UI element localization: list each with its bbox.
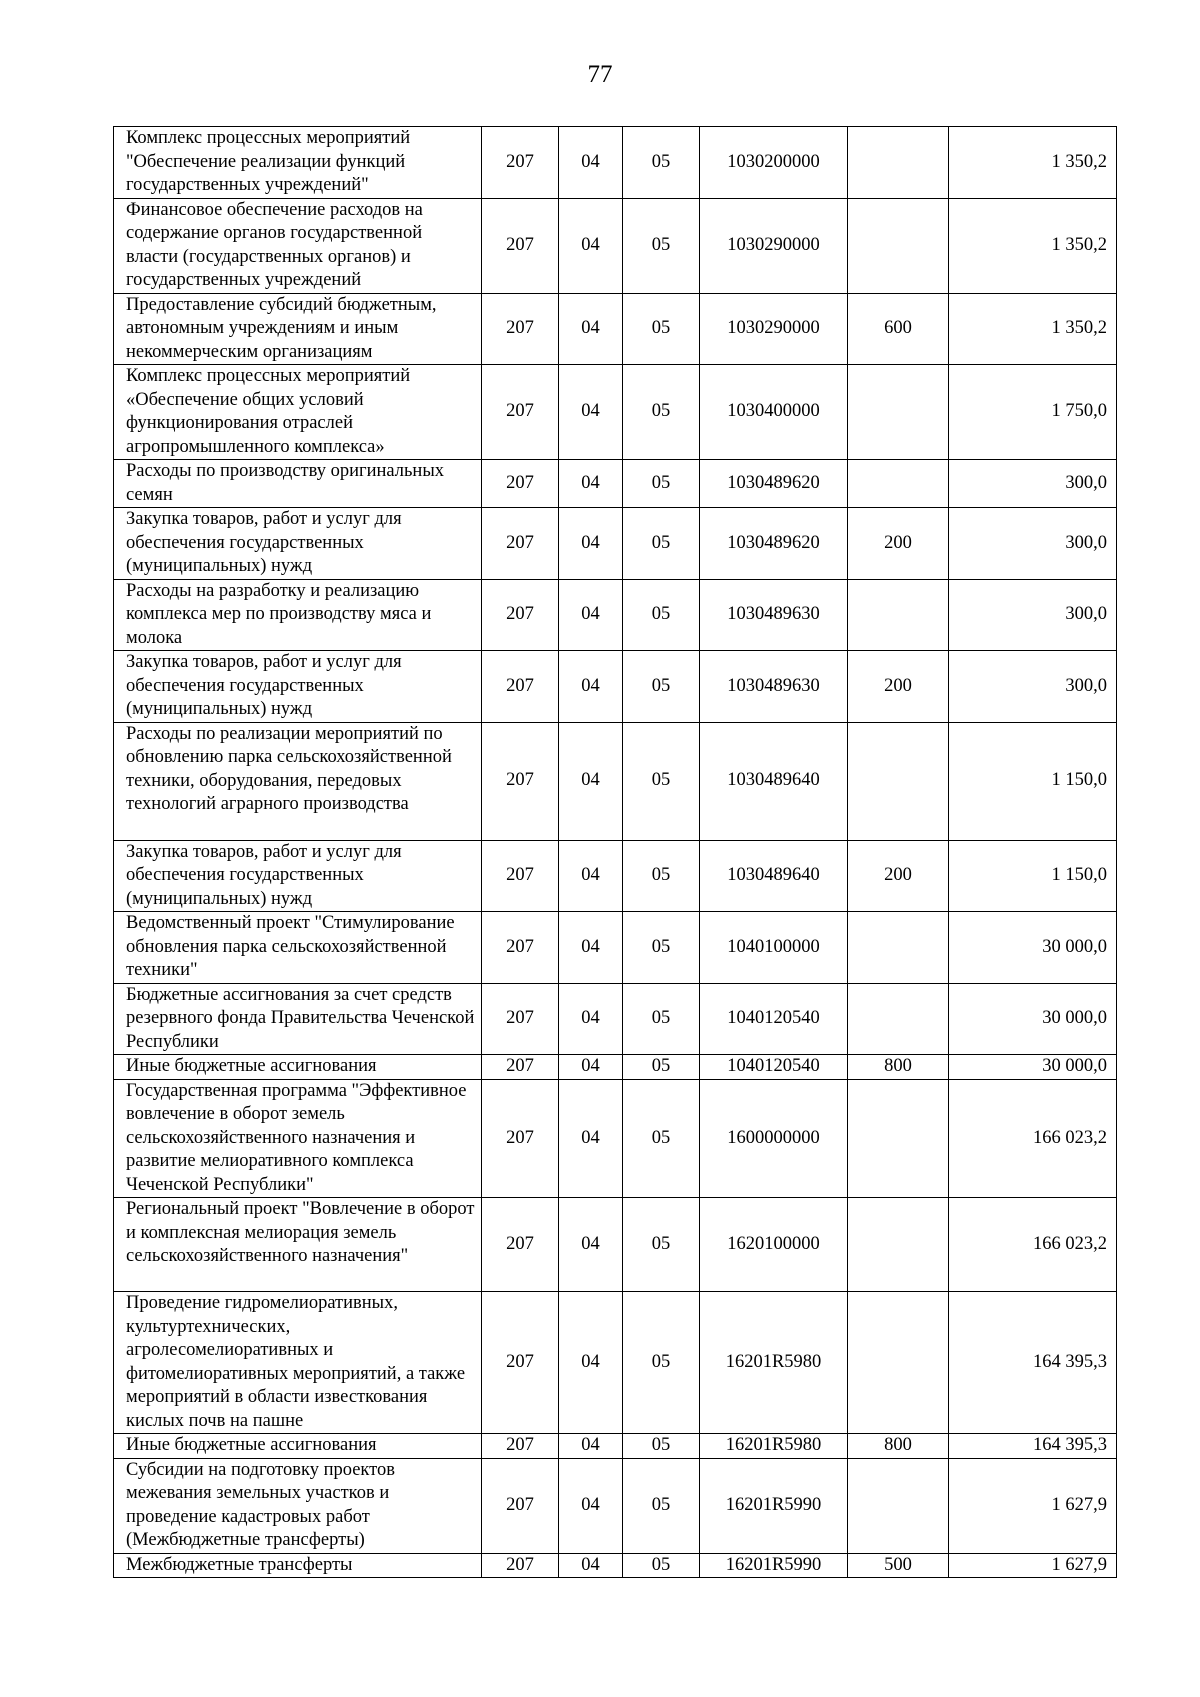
- table-row: [114, 1055, 1117, 1080]
- target-article: 1030290000: [700, 198, 848, 293]
- section-code: 04: [559, 983, 623, 1055]
- row-name: Предоставление субсидий бюджетным, автономным учреждениям и иным некоммерческим организациям: [114, 293, 482, 365]
- table-row: [114, 1434, 1117, 1459]
- table-row: [114, 1292, 1117, 1434]
- amount: 300,0: [949, 508, 1117, 580]
- table-row: [114, 1079, 1117, 1198]
- expense-type: [848, 198, 949, 293]
- row-name: Иные бюджетные ассигнования: [114, 1434, 482, 1459]
- subsection-code: 05: [623, 1079, 700, 1198]
- ministry-code: 207: [482, 1458, 559, 1553]
- table-row: [114, 1198, 1117, 1292]
- expense-type: [848, 983, 949, 1055]
- table-row: [114, 983, 1117, 1055]
- section-code: 04: [559, 293, 623, 365]
- row-name: Государственная программа "Эффективное вовлечение в оборот земель сельскохозяйственного назначения и развитие мелиоративного комплекса Чеченской Республики": [114, 1079, 482, 1198]
- subsection-code: 05: [623, 293, 700, 365]
- subsection-code: 05: [623, 651, 700, 723]
- table-row: [114, 508, 1117, 580]
- target-article: 1030489630: [700, 579, 848, 651]
- section-code: 04: [559, 1198, 623, 1292]
- amount: 300,0: [949, 651, 1117, 723]
- target-article: 1030290000: [700, 293, 848, 365]
- expense-type: [848, 460, 949, 508]
- ministry-code: 207: [482, 460, 559, 508]
- section-code: 04: [559, 1292, 623, 1434]
- subsection-code: 05: [623, 365, 700, 460]
- ministry-code: 207: [482, 912, 559, 984]
- table-row: [114, 1458, 1117, 1553]
- section-code: 04: [559, 1553, 623, 1578]
- ministry-code: 207: [482, 127, 559, 199]
- amount: 166 023,2: [949, 1198, 1117, 1292]
- expense-type: 200: [848, 508, 949, 580]
- ministry-code: 207: [482, 1553, 559, 1578]
- section-code: 04: [559, 198, 623, 293]
- target-article: 1030489640: [700, 840, 848, 912]
- section-code: 04: [559, 1079, 623, 1198]
- table-row: [114, 127, 1117, 199]
- subsection-code: 05: [623, 1553, 700, 1578]
- amount: 1 350,2: [949, 293, 1117, 365]
- amount: 1 350,2: [949, 127, 1117, 199]
- subsection-code: 05: [623, 983, 700, 1055]
- expense-type: 800: [848, 1055, 949, 1080]
- expense-type: [848, 1458, 949, 1553]
- row-name: Комплекс процессных мероприятий "Обеспечение реализации функций государственных учреждений": [114, 127, 482, 199]
- ministry-code: 207: [482, 1434, 559, 1459]
- budget-table: [113, 126, 1117, 1578]
- expense-type: [848, 1292, 949, 1434]
- amount: 1 750,0: [949, 365, 1117, 460]
- ministry-code: 207: [482, 983, 559, 1055]
- amount: 1 627,9: [949, 1553, 1117, 1578]
- expense-type: 800: [848, 1434, 949, 1459]
- ministry-code: 207: [482, 293, 559, 365]
- subsection-code: 05: [623, 722, 700, 840]
- ministry-code: 207: [482, 579, 559, 651]
- subsection-code: 05: [623, 1055, 700, 1080]
- expense-type: 200: [848, 651, 949, 723]
- section-code: 04: [559, 1458, 623, 1553]
- target-article: 1030489640: [700, 722, 848, 840]
- ministry-code: 207: [482, 1292, 559, 1434]
- page-number: 77: [587, 61, 613, 88]
- ministry-code: 207: [482, 508, 559, 580]
- ministry-code: 207: [482, 198, 559, 293]
- section-code: 04: [559, 651, 623, 723]
- row-name: Комплекс процессных мероприятий «Обеспечение общих условий функционирования отраслей агропромышленного комплекса»: [114, 365, 482, 460]
- ministry-code: 207: [482, 1055, 559, 1080]
- section-code: 04: [559, 1055, 623, 1080]
- target-article: 1040120540: [700, 983, 848, 1055]
- section-code: 04: [559, 1434, 623, 1459]
- ministry-code: 207: [482, 722, 559, 840]
- subsection-code: 05: [623, 912, 700, 984]
- amount: 30 000,0: [949, 1055, 1117, 1080]
- target-article: 16201R5990: [700, 1553, 848, 1578]
- expense-type: [848, 579, 949, 651]
- ministry-code: 207: [482, 651, 559, 723]
- row-name: Закупка товаров, работ и услуг для обеспечения государственных (муниципальных) нужд: [114, 651, 482, 723]
- subsection-code: 05: [623, 1292, 700, 1434]
- target-article: 1030200000: [700, 127, 848, 199]
- row-name: Межбюджетные трансферты: [114, 1553, 482, 1578]
- amount: 1 350,2: [949, 198, 1117, 293]
- row-name: Расходы по производству оригинальных семян: [114, 460, 482, 508]
- subsection-code: 05: [623, 840, 700, 912]
- target-article: 1030489620: [700, 508, 848, 580]
- expense-type: 600: [848, 293, 949, 365]
- amount: 166 023,2: [949, 1079, 1117, 1198]
- table-row: [114, 651, 1117, 723]
- amount: 1 627,9: [949, 1458, 1117, 1553]
- table-row: [114, 460, 1117, 508]
- target-article: 1040100000: [700, 912, 848, 984]
- expense-type: 500: [848, 1553, 949, 1578]
- expense-type: 200: [848, 840, 949, 912]
- table-row: [114, 912, 1117, 984]
- subsection-code: 05: [623, 1458, 700, 1553]
- table-row: [114, 1553, 1117, 1578]
- row-name: Ведомственный проект "Стимулирование обновления парка сельскохозяйственной техники": [114, 912, 482, 984]
- section-code: 04: [559, 508, 623, 580]
- ministry-code: 207: [482, 365, 559, 460]
- table-row: [114, 722, 1117, 840]
- section-code: 04: [559, 127, 623, 199]
- amount: 30 000,0: [949, 983, 1117, 1055]
- target-article: 1030400000: [700, 365, 848, 460]
- expense-type: [848, 912, 949, 984]
- table-row: [114, 198, 1117, 293]
- section-code: 04: [559, 579, 623, 651]
- amount: 300,0: [949, 460, 1117, 508]
- ministry-code: 207: [482, 1079, 559, 1198]
- row-name: Закупка товаров, работ и услуг для обеспечения государственных (муниципальных) нужд: [114, 840, 482, 912]
- amount: 1 150,0: [949, 722, 1117, 840]
- expense-type: [848, 1079, 949, 1198]
- expense-type: [848, 365, 949, 460]
- row-name: Расходы на разработку и реализацию комплекса мер по производству мяса и молока: [114, 579, 482, 651]
- section-code: 04: [559, 722, 623, 840]
- target-article: 1030489630: [700, 651, 848, 723]
- subsection-code: 05: [623, 1434, 700, 1459]
- expense-type: [848, 1198, 949, 1292]
- row-name: Закупка товаров, работ и услуг для обеспечения государственных (муниципальных) нужд: [114, 508, 482, 580]
- target-article: 16201R5980: [700, 1292, 848, 1434]
- row-name: Бюджетные ассигнования за счет средств резервного фонда Правительства Чеченской Республики: [114, 983, 482, 1055]
- target-article: 16201R5980: [700, 1434, 848, 1459]
- row-name: Расходы по реализации мероприятий по обновлению парка сельскохозяйственной техники, оборудования, передовых технологий аграрного производства: [114, 722, 482, 840]
- section-code: 04: [559, 460, 623, 508]
- target-article: 1600000000: [700, 1079, 848, 1198]
- amount: 164 395,3: [949, 1434, 1117, 1459]
- target-article: 1030489620: [700, 460, 848, 508]
- target-article: 1040120540: [700, 1055, 848, 1080]
- row-name: Иные бюджетные ассигнования: [114, 1055, 482, 1080]
- section-code: 04: [559, 365, 623, 460]
- target-article: 16201R5990: [700, 1458, 848, 1553]
- subsection-code: 05: [623, 127, 700, 199]
- table-row: [114, 579, 1117, 651]
- table-row: [114, 365, 1117, 460]
- subsection-code: 05: [623, 1198, 700, 1292]
- subsection-code: 05: [623, 508, 700, 580]
- row-name: Субсидии на подготовку проектов межевания земельных участков и проведение кадастровых работ (Межбюджетные трансферты): [114, 1458, 482, 1553]
- subsection-code: 05: [623, 198, 700, 293]
- table-row: [114, 840, 1117, 912]
- table-row: [114, 293, 1117, 365]
- amount: 30 000,0: [949, 912, 1117, 984]
- section-code: 04: [559, 912, 623, 984]
- subsection-code: 05: [623, 579, 700, 651]
- ministry-code: 207: [482, 1198, 559, 1292]
- section-code: 04: [559, 840, 623, 912]
- subsection-code: 05: [623, 460, 700, 508]
- target-article: 1620100000: [700, 1198, 848, 1292]
- row-name: Проведение гидромелиоративных, культуртехнических, агролесомелиоративных и фитомелиоративных мероприятий, а также мероприятий в области известкования кислых почв на пашне: [114, 1292, 482, 1434]
- amount: 164 395,3: [949, 1292, 1117, 1434]
- amount: 1 150,0: [949, 840, 1117, 912]
- row-name: Региональный проект "Вовлечение в оборот и комплексная мелиорация земель сельскохозяйственного назначения": [114, 1198, 482, 1292]
- expense-type: [848, 722, 949, 840]
- row-name: Финансовое обеспечение расходов на содержание органов государственной власти (государственных органов) и государственных учреждений: [114, 198, 482, 293]
- amount: 300,0: [949, 579, 1117, 651]
- ministry-code: 207: [482, 840, 559, 912]
- expense-type: [848, 127, 949, 199]
